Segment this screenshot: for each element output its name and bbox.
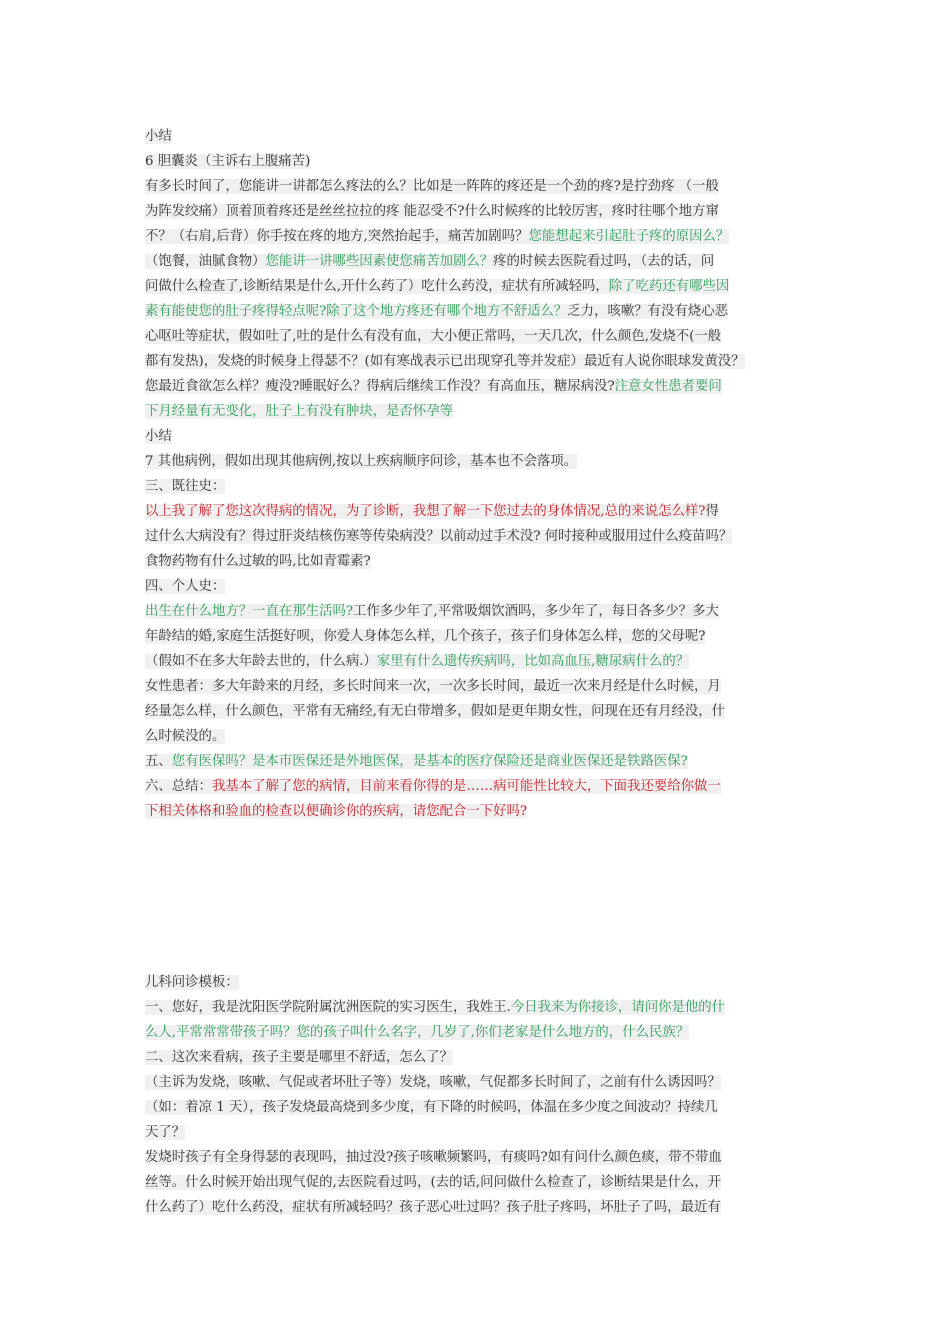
text-line — [145, 249, 805, 274]
text-line — [145, 349, 805, 374]
text-line — [145, 149, 805, 174]
text-segment: 您最近食欲怎么样？瘦没?睡眠好么？得病后继续工作没？有高血压，糖尿病没? — [145, 379, 615, 394]
text-segment: 天了？ — [145, 1125, 186, 1140]
text-segment: 除了吃药还有哪些因 — [608, 279, 730, 294]
text-segment: 四、个人史： — [145, 579, 226, 594]
text-segment: 发烧时孩子有全身得瑟的表现吗，抽过没?孩子咳嗽频繁吗，有痰吗?如有问什么颜色痰，带不带血 — [145, 1150, 722, 1165]
text-segment: 素有能使您的肚子疼得轻点呢?除了这个地方疼还有哪个地方不舒适么？ — [145, 304, 568, 319]
text-segment: 今日我来为你接诊，请问你是他的什 — [510, 1000, 726, 1015]
text-line — [145, 499, 805, 524]
text-line — [145, 299, 805, 324]
text-segment: 么时候没的。 — [145, 729, 226, 744]
text-line — [145, 1120, 805, 1145]
text-segment: 注意女性患者要问 — [614, 379, 722, 394]
text-line — [145, 724, 805, 749]
text-line — [145, 674, 805, 699]
text-line — [145, 274, 805, 299]
text-segment: （假如不在多大年龄去世的，什么病.） — [145, 654, 377, 669]
text-segment: 经量怎么样，什么颜色，平常有无痛经,有无白带增多，假如是更年期女性，问现在还有月经没，什 — [145, 704, 726, 719]
text-segment: （如：着凉 1 天），孩子发烧最高烧到多少度，有下降的时候吗，体温在多少度之间波动？持续几 — [145, 1100, 718, 1115]
text-segment: 什么药了）吃什么药没，症状有所减轻吗？孩子恶心吐过吗？孩子肚子疼吗，坏肚子了吗，最近有 — [145, 1200, 721, 1215]
text-segment: 问做什么检查了,诊断结果是什么,开什么药了）吃什么药没，症状有所减轻吗， — [145, 279, 609, 294]
text-line — [145, 1195, 805, 1220]
text-segment: 食物药物有什么过敏的吗,比如青霉素? — [145, 554, 371, 569]
text-line — [145, 449, 805, 474]
text-segment: 五、 — [145, 754, 172, 769]
text-segment: 心呕吐等症状，假如吐了,吐的是什么有没有血，大小便正常吗，一天几次，什么颜色,发烧不(一般 — [145, 329, 722, 344]
text-segment: 下相关体格和验血的检查以便确诊你的疾病，请您配合一下好吗? — [145, 804, 528, 819]
text-segment: 丝等。什么时候开始出现气促的,去医院看过吗，(去的话,问问做什么检查了，诊断结果是什么，开 — [145, 1175, 722, 1190]
text-segment: 么人,平常常常带孩子吗？您的孩子叫什么名字，几岁了,你们老家是什么地方的，什么民族？ — [145, 1025, 690, 1040]
text-segment: 下月经量有无变化，肚子上有没有肿块，是否怀孕等 — [145, 404, 453, 419]
text-segment: 都有发热)，发烧的时候身上得瑟不？(如有寒战表示已出现穿孔等并发症）最近有人说你眼球发黄没？ — [145, 354, 745, 369]
text-segment: 疼的时候去医院看过吗，（去的话，问 — [493, 254, 715, 269]
text-line — [145, 1145, 805, 1170]
text-segment: 7 其他病例，假如出现其他病例,按以上疾病顺序问诊，基本也不会落项。 — [145, 454, 578, 469]
text-line — [145, 970, 805, 995]
text-line — [145, 424, 805, 449]
text-block-adult-consult — [145, 124, 805, 824]
text-line — [145, 524, 805, 549]
text-line — [145, 549, 805, 574]
text-line — [145, 199, 805, 224]
text-line — [145, 1045, 805, 1070]
text-segment: 以上我了解了您这次得病的情况，为了诊断，我想了解一下您过去的身体情况,总的来说怎么样? — [145, 504, 706, 519]
text-segment: 工作多少年了,平常吸烟饮酒吗，多少年了，每日各多少？多大 — [353, 604, 719, 619]
text-segment: 您有医保吗？是本市医保还是外地医保，是基本的医疗保险还是商业医保还是铁路医保? — [171, 754, 688, 769]
text-segment: 出生在什么地方？一直在那生活吗? — [145, 604, 354, 619]
text-segment: （饱餐，油腻食物） — [145, 254, 266, 269]
text-segment: 小结 — [145, 429, 172, 444]
text-line — [145, 224, 805, 249]
text-segment: 您能想起来引起肚子疼的原因么？ — [528, 229, 730, 244]
text-segment: 乏力，咳嗽？有没有烧心恶 — [567, 304, 728, 319]
text-line — [145, 174, 805, 199]
text-line — [145, 1170, 805, 1195]
text-line — [145, 599, 805, 624]
text-line — [145, 574, 805, 599]
text-segment: 儿科问诊模板： — [145, 975, 239, 990]
text-segment: 为阵发绞痛）顶着顶着疼还是丝丝拉拉的疼 能忍受不?什么时候疼的比较厉害，疼时往哪个地方窜 — [145, 204, 719, 219]
text-segment: 六、总结： — [145, 779, 212, 794]
text-line — [145, 1070, 805, 1095]
text-line — [145, 1095, 805, 1120]
text-line — [145, 624, 805, 649]
text-segment: 您能讲一讲哪些因素使您痛苦加剧么？ — [265, 254, 494, 269]
text-line — [145, 324, 805, 349]
text-segment: 年龄结的婚,家庭生活挺好呗，你爱人身体怎么样，几个孩子，孩子们身体怎么样，您的父母呢? — [145, 629, 706, 644]
text-line — [145, 1020, 805, 1045]
text-segment: 我基本了解了您的病情，目前来看你得的是……病可能性比较大，下面我还要给你做一 — [211, 779, 721, 794]
text-segment: 得 — [705, 504, 719, 519]
text-line — [145, 474, 805, 499]
text-segment: （主诉为发烧，咳嗽、气促或者坏肚子等）发烧，咳嗽，气促都多长时间了，之前有什么诱因吗？ — [145, 1075, 721, 1090]
text-line — [145, 124, 805, 149]
text-line — [145, 749, 805, 774]
text-line — [145, 799, 805, 824]
text-line — [145, 995, 805, 1020]
text-line — [145, 399, 805, 424]
text-segment: 三、既往史： — [145, 479, 226, 494]
text-segment: 有多长时间了，您能讲一讲都怎么疼法的么？比如是一阵阵的疼还是一个劲的疼?是拧劲疼 （一般 — [145, 179, 719, 194]
text-segment: 家里有什么遗传疾病吗，比如高血压,糖尿病什么的？ — [376, 654, 690, 669]
text-segment: 过什么大病没有？得过肝炎结核伤寒等传染病没？以前动过手术没? 何时接种或服用过什么疫苗吗？ — [145, 529, 733, 544]
text-line — [145, 374, 805, 399]
text-segment: 小结 — [145, 129, 172, 144]
text-segment: 二、这次来看病，孩子主要是哪里不舒适，怎么了？ — [145, 1050, 453, 1065]
text-segment: 一、您好，我是沈阳医学院附属沈洲医院的实习医生，我姓王. — [145, 1000, 511, 1015]
text-line — [145, 774, 805, 799]
text-segment: 6 胆囊炎（主诉右上腹痛苦) — [145, 154, 311, 169]
text-segment: 不？（右肩,后背）你手按在疼的地方,突然抬起手，痛苦加剧吗？ — [145, 229, 529, 244]
text-line — [145, 699, 805, 724]
text-line — [145, 649, 805, 674]
text-block-pediatric-consult — [145, 970, 805, 1220]
text-segment: 女性患者：多大年龄来的月经，多长时间来一次，一次多长时间，最近一次来月经是什么时候，月 — [145, 679, 721, 694]
